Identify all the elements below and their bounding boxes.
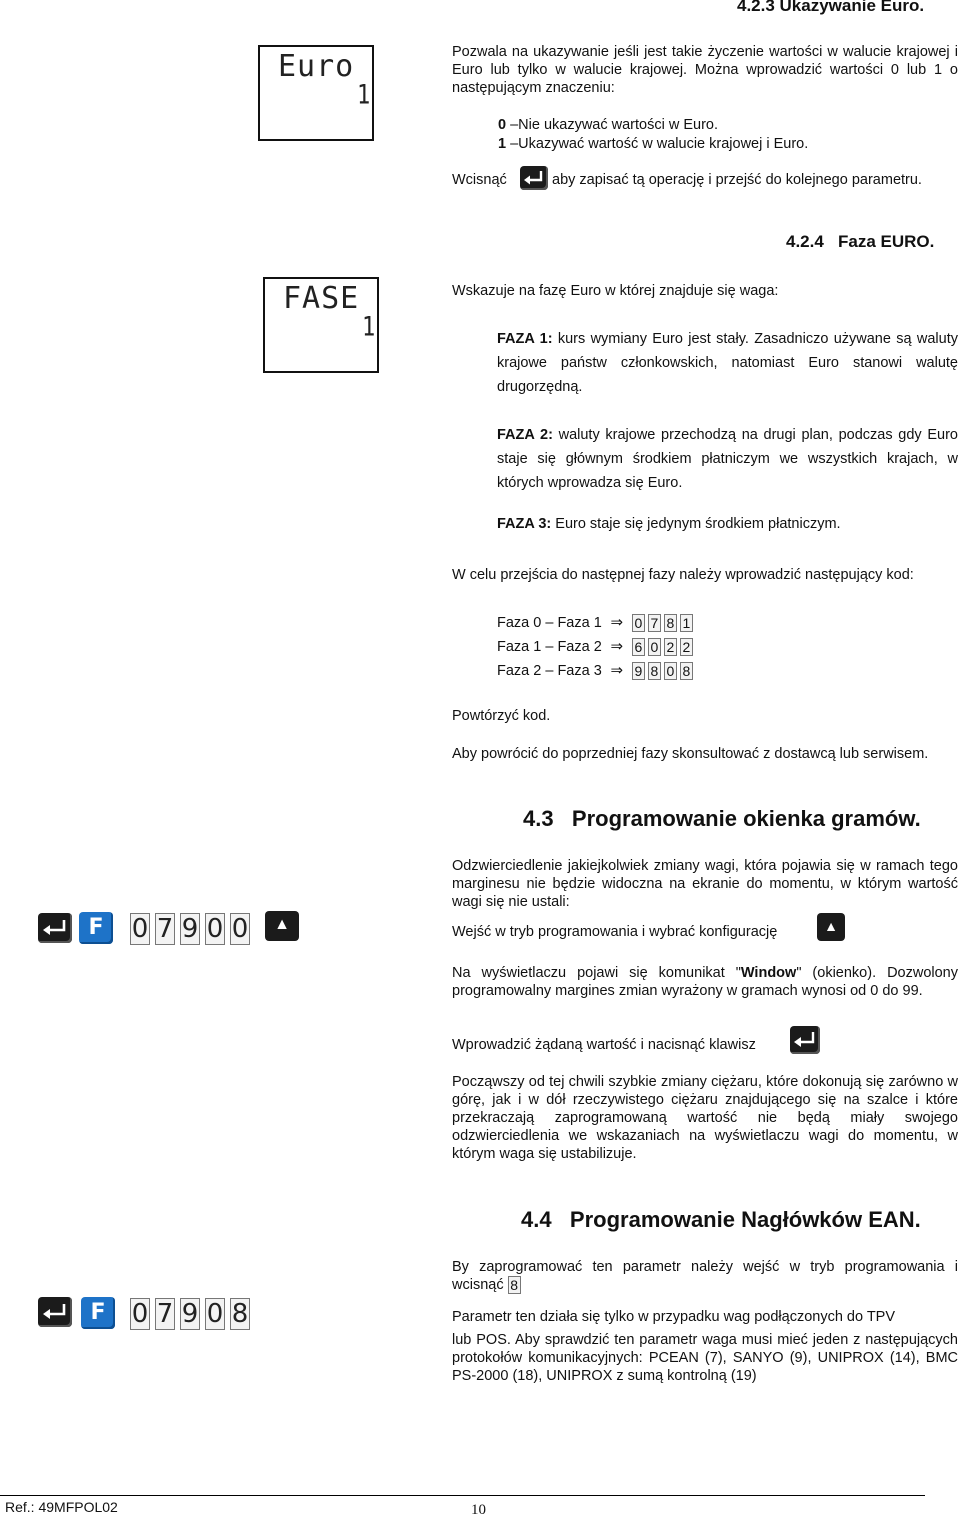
up-arrow-key-icon: ▲ xyxy=(817,913,845,941)
return-text: Aby powrócić do poprzedniej fazy skonsultować z dostawcą lub serwisem. xyxy=(452,746,929,762)
option-1-number: 1 xyxy=(498,136,507,152)
code-intro: W celu przejścia do następnej fazy należy wprowadzić następujący kod: xyxy=(452,567,914,583)
section-heading-4-3: 4.3 Programowanie okienka gramów. xyxy=(523,806,921,831)
intro-paragraph: Pozwala na ukazywanie jeśli jest takie życzenie wartości w walucie krajowej i Euro lub tylko w walucie krajowej. Można wprowadzić wartości 0 lub 1 o następującym znaczeniu: xyxy=(452,44,958,96)
enter-key-icon xyxy=(38,913,72,943)
footer-ref: Ref.: 49MFPOL02 xyxy=(5,1499,118,1515)
option-0-text: –Nie ukazywać wartości w Euro. xyxy=(506,117,719,133)
enter-key-icon xyxy=(520,166,548,190)
window-msg-bold: Window xyxy=(740,965,797,981)
key-digit: 8 xyxy=(231,1299,249,1329)
key-digit: 0 xyxy=(231,914,249,944)
transition-row xyxy=(497,661,696,680)
code-digit: 8 xyxy=(680,662,693,680)
window-msg-part2: " (okienko). Dozwolony programowalny margines zmian wyrażony w gramach wynosi od 0 do 99. xyxy=(452,965,958,999)
key-8-digit: 8 xyxy=(508,1276,521,1294)
code-digit: 6 xyxy=(632,638,645,656)
code-digit: 2 xyxy=(680,638,693,656)
lcd-display-fase xyxy=(263,277,379,373)
tpv-text: Parametr ten działa się tylko w przypadku wag podłączonych do TPV xyxy=(452,1309,896,1325)
code-digit: 8 xyxy=(664,614,677,632)
faza-3-paragraph xyxy=(497,516,841,532)
faza-1-label: FAZA 1: xyxy=(497,331,553,347)
code-digit: 8 xyxy=(648,662,661,680)
faza-2-label: FAZA 2: xyxy=(497,427,553,443)
stabilization-paragraph: Począwszy od tej chwili szybkie zmiany ciężaru, które dokonują się zarówno w górę, jak i w dół rzeczywistego ciężaru znajdującego się na szalce i które przekraczają zaprogramowaną wartość nie będą miały swojego odzwierciedlenia we wskazaniach na wyświetlaczu wagi do momentu, w którym waga się ustabilizuje. xyxy=(452,1074,958,1162)
press-before-text: Wcisnąć xyxy=(452,172,507,188)
ean-intro-text: By zaprogramować ten parametr należy wejść w tryb programowania i wcisnąć xyxy=(452,1259,958,1293)
page-number: 10 xyxy=(471,1502,486,1518)
footer-rule xyxy=(0,1495,925,1496)
protocols-paragraph: lub POS. Aby sprawdzić ten parametr waga musi mieć jeden z następujących protokołów komunikacyjnych: PCEAN (7), SANYO (9), UNIPROX (14), BMC PS-2000 (18), UNIPROX z sumą kontrolną (19) xyxy=(452,1332,958,1384)
option-0 xyxy=(498,117,718,133)
code-digit: 9 xyxy=(632,662,645,680)
transition-label: Faza 2 – Faza 3 xyxy=(497,663,602,679)
lcd-line1: FASE xyxy=(283,281,360,316)
window-message-paragraph xyxy=(452,964,958,1000)
key-digit: 7 xyxy=(156,1299,174,1329)
transition-label: Faza 0 – Faza 1 xyxy=(497,615,602,631)
enter-value-text: Wprowadzić żądaną wartość i nacisnąć klawisz xyxy=(452,1037,756,1053)
option-0-number: 0 xyxy=(498,117,507,133)
f-key: F xyxy=(79,912,113,944)
window-msg-part1: Na wyświetlaczu pojawi się komunikat " xyxy=(452,965,741,981)
enter-programming-text: Wejść w tryb programowania i wybrać konfigurację xyxy=(452,924,778,940)
code-digit: 1 xyxy=(680,614,693,632)
lcd-line2: 1 xyxy=(362,312,376,343)
code-digit: 7 xyxy=(648,614,661,632)
implies-arrow-icon: ⇒ xyxy=(610,662,624,679)
key-digit: 9 xyxy=(181,914,199,944)
implies-arrow-icon: ⇒ xyxy=(610,614,624,631)
f-key: F xyxy=(81,1297,115,1329)
faza-3-text: Euro staje się jedynym środkiem płatniczym. xyxy=(551,516,841,532)
section-heading-4-2-4: 4.2.4 Faza EURO. xyxy=(786,232,935,251)
code-digit: 0 xyxy=(648,638,661,656)
transition-row xyxy=(497,637,696,656)
option-1 xyxy=(498,136,808,152)
transition-label: Faza 1 – Faza 2 xyxy=(497,639,602,655)
key-digit: 0 xyxy=(206,1299,224,1329)
key-digit: 0 xyxy=(131,1299,149,1329)
ean-intro-paragraph xyxy=(452,1258,958,1294)
phase-intro: Wskazuje na fazę Euro w której znajduje się waga: xyxy=(452,283,779,299)
code-digit: 2 xyxy=(664,638,677,656)
lcd-display-euro xyxy=(258,45,374,141)
transition-row xyxy=(497,613,696,632)
faza-3-label: FAZA 3: xyxy=(497,516,552,532)
faza-2-paragraph xyxy=(497,423,958,495)
option-1-text: –Ukazywać wartość w walucie krajowej i Euro. xyxy=(506,136,809,152)
section-heading-4-4: 4.4 Programowanie Nagłówków EAN. xyxy=(521,1207,921,1232)
key-digit: 0 xyxy=(131,914,149,944)
press-after-text: aby zapisać tą operację i przejść do kolejnego parametru. xyxy=(552,172,922,188)
code-digit: 0 xyxy=(664,662,677,680)
repeat-text: Powtórzyć kod. xyxy=(452,708,551,724)
section-heading-4-2-3: 4.2.3 Ukazywanie Euro. xyxy=(737,0,925,15)
key-digit: 7 xyxy=(156,914,174,944)
up-arrow-key-icon: ▲ xyxy=(265,911,299,941)
faza-2-text: waluty krajowe przechodzą na drugi plan, podczas gdy Euro staje się głównym środkiem płatniczym we wszystkich krajach, w których wprowadza się Euro. xyxy=(497,427,958,491)
gram-window-intro: Odzwierciedlenie jakiejkolwiek zmiany wagi, która pojawia się w ramach tego marginesu nie będzie widoczna na ekranie do momentu, w którym wartość wagi się nie ustali: xyxy=(452,858,958,910)
key-digit: 9 xyxy=(181,1299,199,1329)
faza-1-text: kurs wymiany Euro jest stały. Zasadniczo używane są waluty krajowe państw członkowskich, natomiast Euro stanowi walutę drugorzędną. xyxy=(497,331,958,395)
implies-arrow-icon: ⇒ xyxy=(610,638,624,655)
key-digit: 0 xyxy=(206,914,224,944)
lcd-line2: 1 xyxy=(357,80,371,111)
enter-key-icon xyxy=(790,1026,820,1054)
lcd-line1: Euro xyxy=(278,49,355,84)
enter-key-icon xyxy=(38,1297,72,1327)
code-digit: 0 xyxy=(632,614,645,632)
faza-1-paragraph xyxy=(497,327,958,399)
